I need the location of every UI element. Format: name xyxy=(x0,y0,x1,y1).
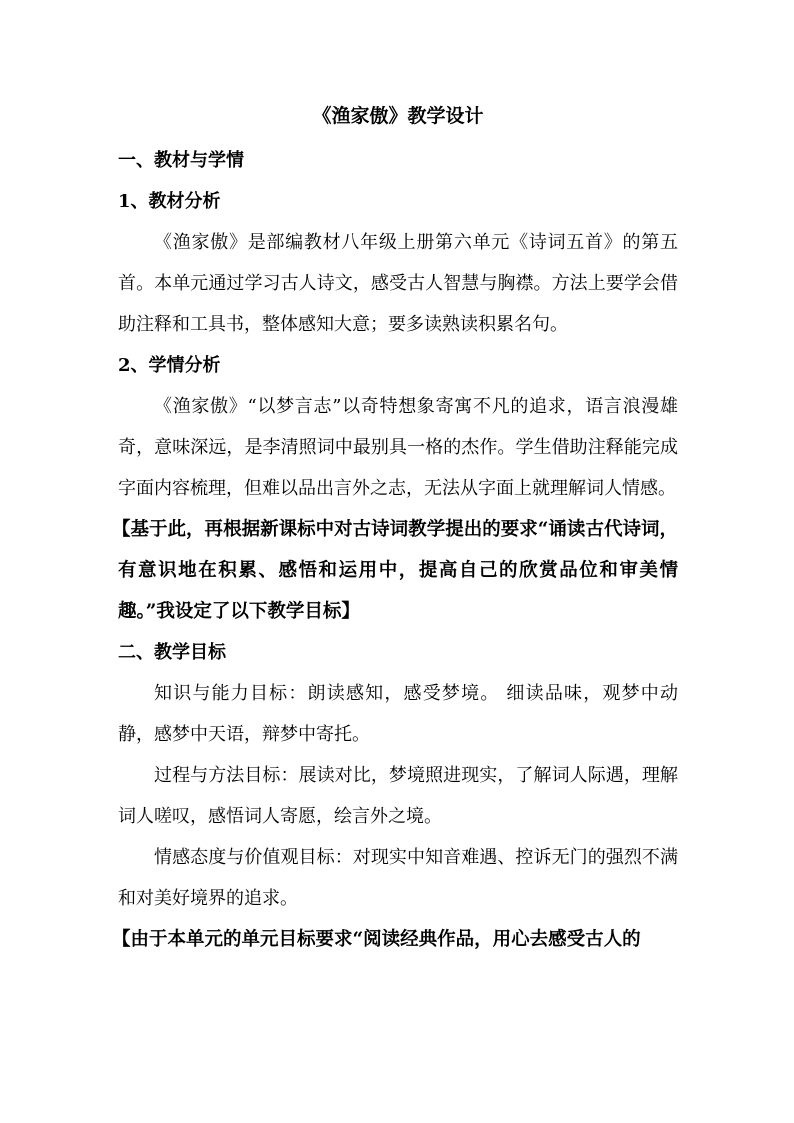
paragraph-student-analysis: 《渔家傲》“以梦言志”以奇特想象寄寓不凡的追求，语言浪漫雄奇，意味深远，是李清照词中最别具一格的杰作。学生借助注释能完成字面内容梳理，但难以品出言外之志，无法从字面上就理解词人情感。 xyxy=(118,396,678,499)
bracket-note-unit-goal: 【由于本单元的单元目标要求“阅读经典作品，用心去感受古人的 xyxy=(112,929,641,950)
document-page xyxy=(112,92,678,960)
goal-emotion-values: 情感态度与价值观目标：对现实中知音难遇、控诉无门的强烈不满和对美好境界的追求。 xyxy=(118,847,678,909)
bracket-note-basis: 【基于此，再根据新课标中对古诗词教学提出的要求“诵读古代诗词，有意识地在积累、感悟和运用中，提高自己的欣赏品位和审美情趣。”我设定了以下教学目标】 xyxy=(112,519,678,622)
section-heading-materials: 一、教材与学情 xyxy=(118,150,244,171)
goal-process-method: 过程与方法目标：展读对比，梦境照进现实，了解词人际遇，理解词人嗟叹，感悟词人寄愿，绘言外之境。 xyxy=(118,765,678,827)
subheading-material-analysis: 1、教材分析 xyxy=(118,191,221,212)
goal-knowledge-ability: 知识与能力目标：朗读感知，感受梦境。 细读品味，观梦中动静，感梦中天语，辩梦中寄托。 xyxy=(118,683,678,745)
document-title: 《渔家傲》教学设计 xyxy=(312,105,484,127)
section-heading-goals: 二、教学目标 xyxy=(118,642,226,663)
paragraph-material-analysis: 《渔家傲》是部编教材八年级上册第六单元《诗词五首》的第五首。本单元通过学习古人诗文，感受古人智慧与胸襟。方法上要学会借助注释和工具书，整体感知大意；要多读熟读积累名句。 xyxy=(118,232,678,335)
subheading-student-analysis: 2、学情分析 xyxy=(118,355,221,376)
